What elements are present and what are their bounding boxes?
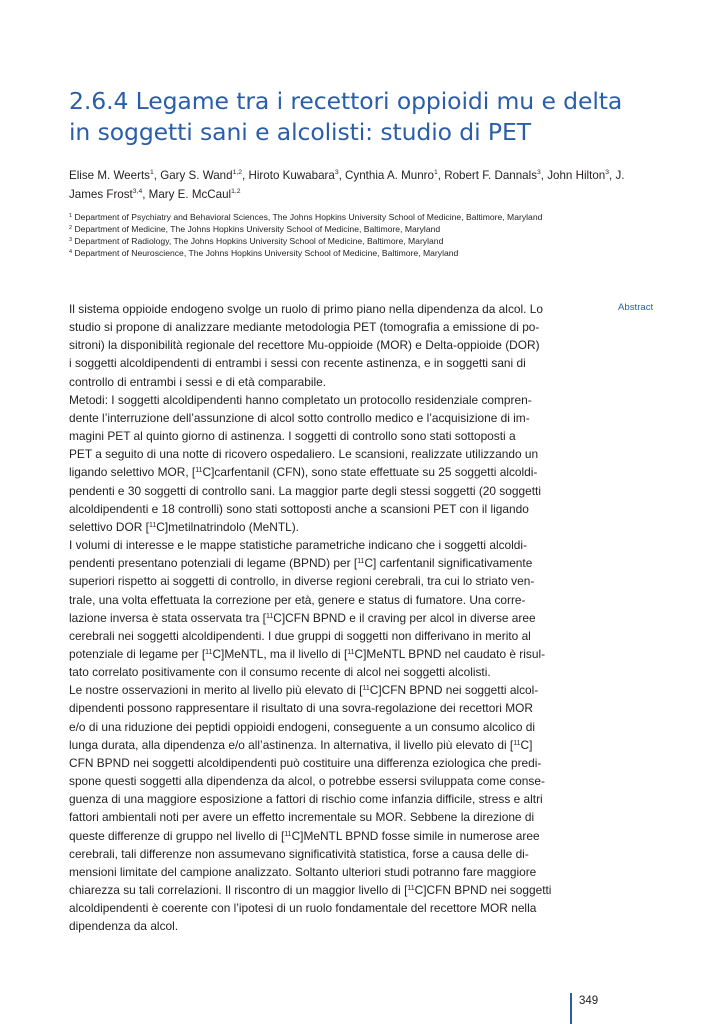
body-text: alcoldipendenti e 18 controlli) sono stati sottoposti anche a scansioni PET con il ligando: [69, 501, 529, 516]
isotope-mass-number: 11: [347, 648, 355, 656]
body-text: I volumi di interesse e le mappe statistiche parametriche indicano che i soggetti alcoldi-: [69, 538, 528, 553]
body-text: mensioni limitate del campione analizzato. Soltanto ulteriori studi potranno fare maggiore: [69, 864, 537, 879]
affiliation-text: Department of Neuroscience, The Johns Hopkins University School of Medicine, Baltimore, Maryland: [74, 248, 459, 258]
body-line: [69, 354, 569, 372]
body-line: [69, 899, 569, 917]
page-number: 349: [579, 995, 599, 1007]
body-text: C]MeNTL BPND fosse simile in numerose aree: [291, 828, 540, 843]
affiliation-item: [69, 211, 669, 223]
body-line: [69, 790, 569, 808]
author-affil-ref: 1,2: [231, 188, 241, 195]
article-title: [69, 86, 669, 148]
body-text: guenza di una maggiore esposizione a fattori di rischio come infanzia difficile, stress e altri: [69, 792, 543, 807]
author-name: , J.: [609, 169, 625, 182]
body-text: sitroni) la disponibilità regionale del recettore Mu-oppioide (MOR) e Delta-oppioide (DOR): [69, 338, 540, 353]
body-line: [69, 663, 569, 681]
author-row-1: [69, 166, 669, 185]
author-affil-ref: 1: [149, 169, 154, 176]
body-text: dente l’interruzione dell’assunzione di alcol sotto controllo medico e l’acquisizione di im-: [69, 410, 530, 425]
page-number-rule: [570, 993, 572, 1024]
body-line: [69, 482, 569, 500]
body-line: [69, 336, 569, 354]
body-line: [69, 772, 569, 790]
affiliation-number: 1: [69, 213, 73, 219]
isotope-mass-number: 11: [407, 885, 415, 892]
body-text: PET a seguito di una notte di ricovero ospedaliero. Le scansioni, realizzate utilizzando un: [69, 447, 539, 462]
body-text: magini PET al quinto giorno di astinenza. I soggetti di controllo sono stati sottoposti a: [69, 429, 516, 444]
body-text: chiarezza su tali correlazioni. Il riscontro di un maggior livello di [: [69, 883, 408, 897]
author-affil-ref: 1,2: [232, 169, 243, 176]
body-text: controllo di entrambi i sessi e di età comparabile.: [69, 374, 327, 389]
body-text: CFN BPND nei soggetti alcoldipendenti può costituire una differenza eziologica che predi-: [69, 755, 542, 770]
body-text: ligando selettivo MOR, [: [69, 465, 196, 480]
body-line: [69, 445, 569, 463]
author-name: , Cynthia A. Munro: [338, 169, 434, 182]
body-text: C]MeNTL, ma il livello di [: [212, 646, 348, 661]
body-line: [69, 536, 569, 554]
body-line: [69, 318, 569, 336]
abstract-body: [69, 300, 569, 935]
body-text: C]metilnatrindolo (MeNTL).: [156, 519, 299, 534]
isotope-mass-number: 11: [148, 521, 157, 529]
author-name: , Gary S. Wand: [153, 169, 233, 182]
isotope-mass-number: 11: [195, 467, 203, 475]
body-line: [69, 827, 569, 845]
affiliation-item: [69, 247, 669, 259]
isotope-mass-number: 11: [284, 830, 292, 838]
affiliation-number: 4: [69, 249, 73, 255]
body-text: trale, una volta effettuata la correzione per età, genere e status di fumatore. Una corre-: [69, 592, 526, 607]
body-text: fattori ambientali noti per avere un effetto incrementale su MOR. Sebbene la direzione di: [69, 810, 535, 825]
body-line: [69, 500, 569, 518]
author-affil-ref: 3: [334, 169, 339, 176]
body-text: Le nostre osservazioni in merito al livello più elevato di [: [69, 683, 363, 698]
affiliation-list: [69, 211, 669, 259]
body-line: [69, 863, 569, 881]
body-line: [69, 681, 569, 699]
body-line: [69, 881, 569, 899]
title-line-2: in soggetti sani e alcolisti: studio di PET: [69, 118, 531, 146]
affiliation-text: Department of Radiology, The Johns Hopkins University School of Medicine, Baltimore, Maryland: [74, 236, 444, 246]
isotope-mass-number: 11: [362, 685, 370, 693]
isotope-mass-number: 11: [205, 648, 213, 656]
body-line: [69, 409, 569, 427]
author-affil-ref: 3,4: [132, 188, 143, 195]
body-text: dipendenti possono rappresentare il risultato di una sovra-regolazione dei recettori MOR: [69, 701, 533, 716]
author-name: , Robert F. Dannals: [437, 169, 538, 182]
body-line: [69, 699, 569, 717]
author-affil-ref: 1: [433, 169, 438, 176]
body-line: [69, 463, 569, 481]
author-name: , Mary E. McCaul: [142, 188, 232, 201]
body-text: queste differenze di gruppo nel livello di [: [69, 828, 285, 843]
abstract-label: Abstract: [618, 302, 654, 313]
body-text: C]CFN BPND nei soggetti alcol-: [369, 683, 539, 698]
isotope-mass-number: 11: [265, 612, 274, 620]
body-line: [69, 300, 569, 318]
affiliation-number: 2: [69, 225, 73, 231]
body-text: superiori rispetto ai soggetti di controllo, in diverse regioni cerebrali, tra cui lo striato ven-: [69, 574, 535, 589]
author-name: , Hiroto Kuwabara: [242, 169, 335, 182]
body-line: [69, 391, 569, 409]
body-line: [69, 754, 569, 772]
body-text: alcoldipendenti è coerente con l’ipotesi di un ruolo fondamentale del recettore MOR nella: [69, 901, 537, 916]
body-line: [69, 591, 569, 609]
author-affil-ref: 3: [605, 169, 610, 176]
affiliation-text: Department of Psychiatry and Behavioral Sciences, The Johns Hopkins University School of Medicine, Baltimore, Maryland: [74, 212, 543, 222]
body-text: C]CFN BPND nei soggetti: [414, 883, 552, 897]
body-text: pendenti presentano potenziali di legame (BPND) per [: [69, 556, 358, 571]
affiliation-text: Department of Medicine, The Johns Hopkins University School of Medicine, Baltimore, Maryland: [74, 224, 441, 234]
affiliation-item: [69, 223, 669, 235]
body-text: C]: [520, 737, 533, 752]
body-line: [69, 808, 569, 826]
body-text: C] carfentanil significativamente: [364, 556, 533, 571]
affiliation-number: 3: [69, 237, 73, 243]
body-text: studio si propone di analizzare mediante metodologia PET (tomografia a emissione di po-: [69, 320, 540, 335]
body-text: selettivo DOR [: [69, 519, 149, 534]
body-text: lunga durata, alla dipendenza e/o all’astinenza. In alternativa, il livello più elevato di [: [69, 737, 514, 752]
body-text: lazione inversa è stata osservata tra [: [69, 610, 266, 625]
body-text: i soggetti alcoldipendenti di entrambi i sessi con recente astinenza, e in soggetti sani di: [69, 356, 526, 371]
body-text: potenziale di legame per [: [69, 646, 206, 661]
author-name: Elise M. Weerts: [69, 169, 150, 182]
body-line: [69, 627, 569, 645]
body-text: pendenti e 30 soggetti di controllo sani. La maggior parte degli stessi soggetti (20 soggetti: [69, 483, 541, 498]
author-list: [69, 166, 669, 204]
body-line: [69, 736, 569, 754]
body-text: Il sistema oppioide endogeno svolge un ruolo di primo piano nella dipendenza da alcol. Lo: [69, 302, 543, 316]
body-line: [69, 572, 569, 590]
body-line: [69, 518, 569, 536]
body-line: [69, 718, 569, 736]
body-text: Metodi: I soggetti alcoldipendenti hanno completato un protocollo residenziale compren-: [69, 392, 532, 407]
body-line: [69, 609, 569, 627]
body-line: [69, 373, 569, 391]
body-text: dipendenza da alcol.: [69, 919, 179, 934]
body-text: tato correlato positivamente con il consumo recente di alcol nei soggetti alcolisti.: [69, 665, 491, 680]
body-line: [69, 845, 569, 863]
isotope-mass-number: 11: [513, 739, 521, 747]
author-name: James Frost: [69, 188, 133, 201]
isotope-mass-number: 11: [357, 558, 365, 566]
title-line-1: 2.6.4 Legame tra i recettori oppioidi mu e delta: [69, 87, 623, 115]
author-affil-ref: 3: [537, 169, 541, 176]
body-text: e/o di una riduzione dei peptidi oppioidi endogeni, conseguente a un consumo alcolico di: [69, 719, 536, 734]
author-row-2: [69, 185, 669, 204]
affiliation-item: [69, 235, 669, 247]
body-text: C]CFN BPND e il craving per alcol in diverse aree: [273, 610, 536, 625]
body-text: C]carfentanil (CFN), sono state effettuate su 25 soggetti alcoldi-: [202, 465, 538, 480]
author-name: , John Hilton: [540, 169, 606, 182]
body-text: spone questi soggetti alla dipendenza da alcol, o potrebbe essersi sviluppata come conse-: [69, 774, 545, 789]
body-text: cerebrali, tali differenze non assumevano significatività statistica, forse a causa delle di-: [69, 846, 529, 861]
body-line: [69, 427, 569, 445]
body-text: C]MeNTL BPND nel caudato è risul-: [354, 646, 546, 661]
body-text: cerebrali nei soggetti alcoldipendenti. I due gruppi di soggetti non differivano in merito al: [69, 628, 531, 643]
body-line: [69, 645, 569, 663]
body-line: [69, 554, 569, 572]
body-line: [69, 917, 569, 935]
